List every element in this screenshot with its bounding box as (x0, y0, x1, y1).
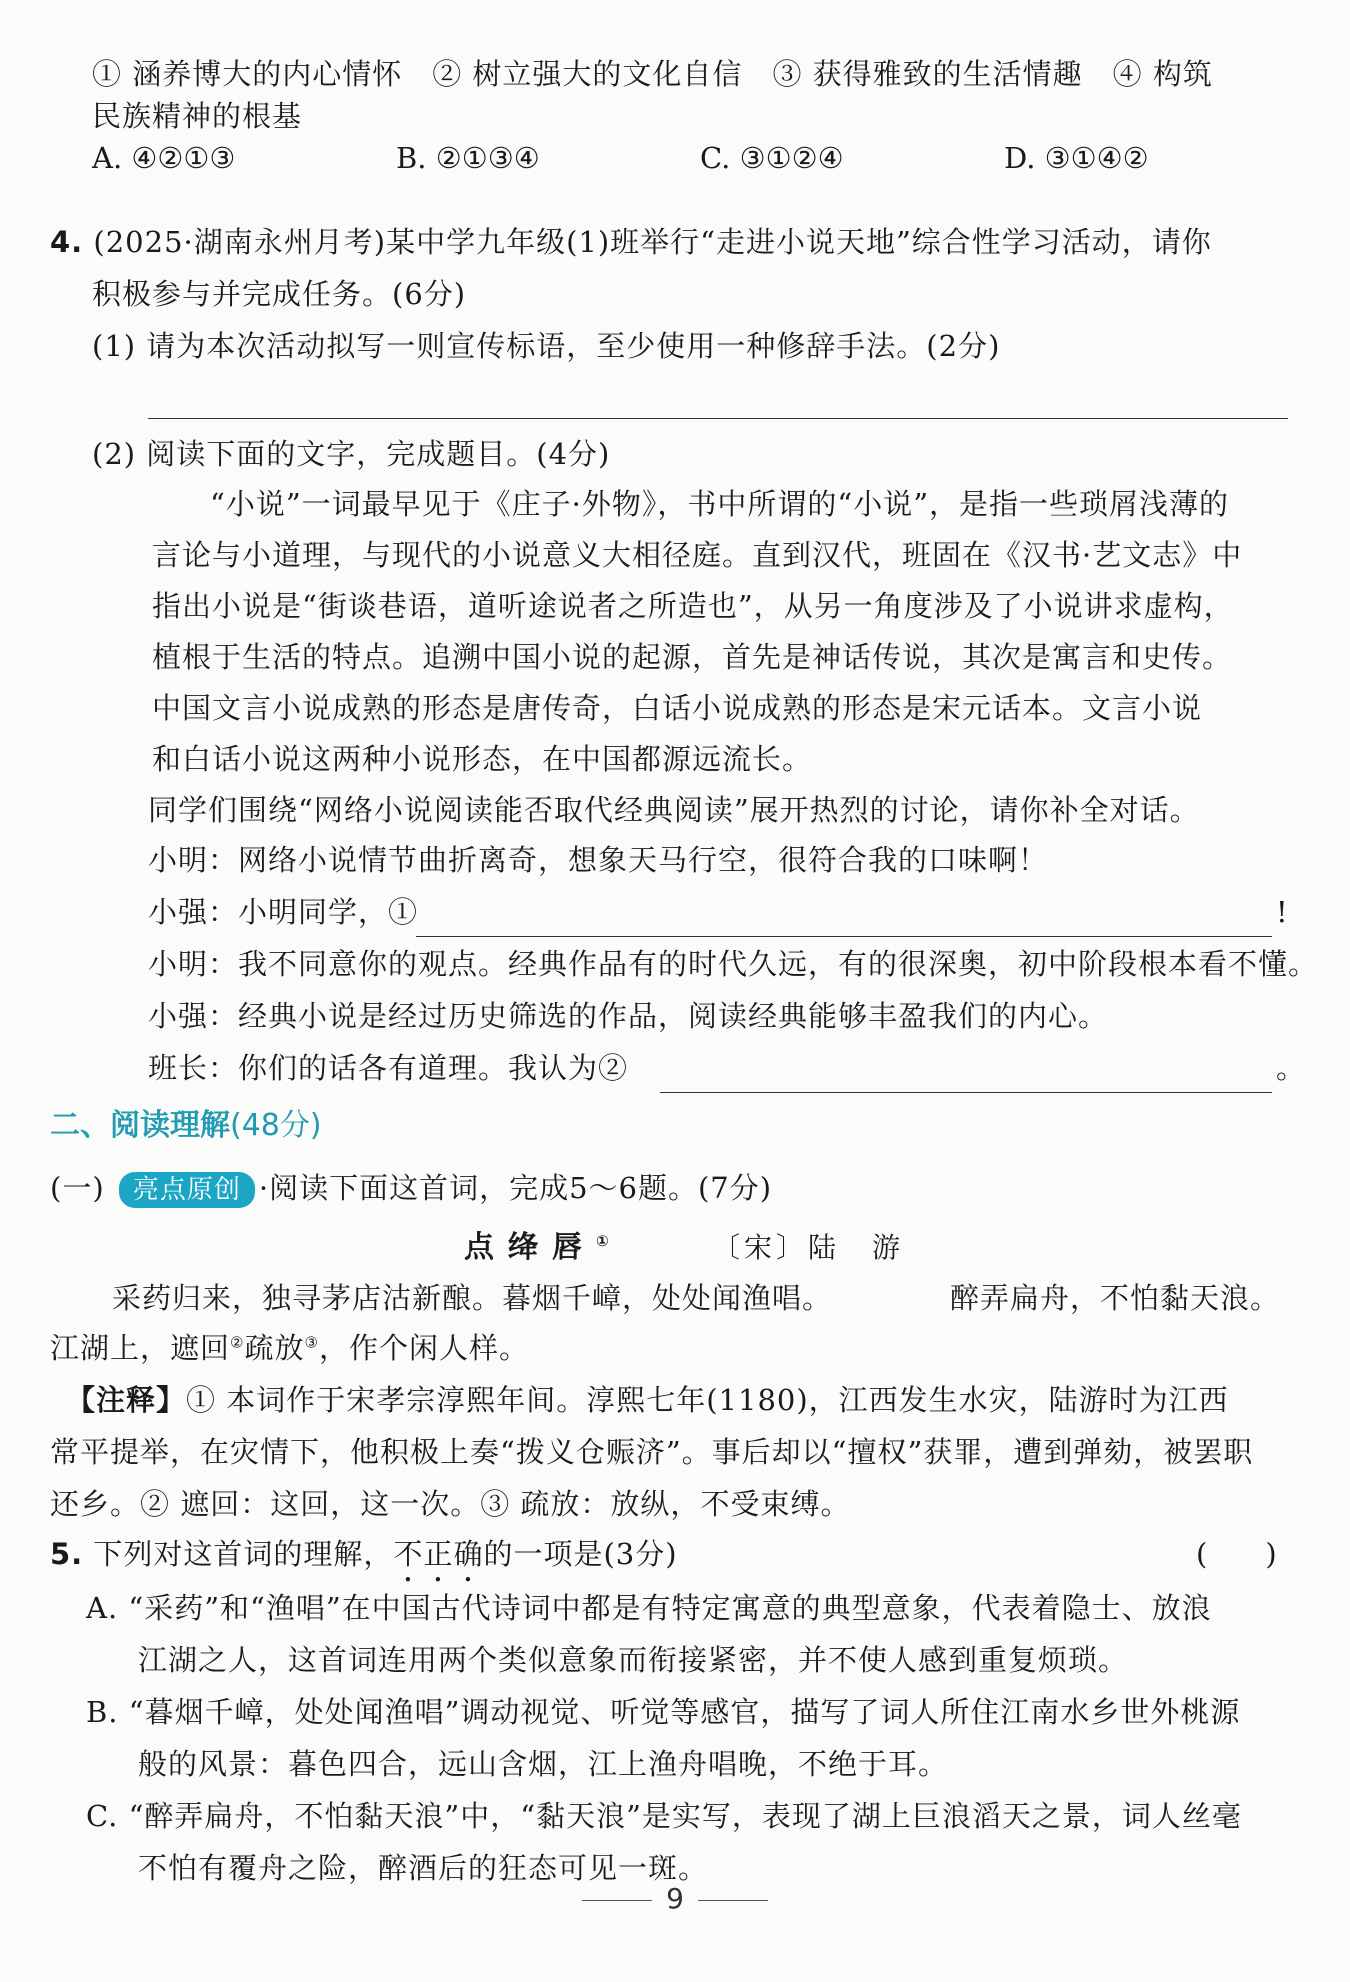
note-mark-2: ② (230, 1333, 245, 1352)
dialogue-xiaoming-1: 小明：网络小说情节曲折离奇，想象天马行空，很符合我的口味啊！ (148, 843, 1049, 877)
page-footer (0, 1882, 1350, 1915)
q4-number: 4. (50, 225, 84, 259)
q4-stem-line1 (50, 222, 1212, 262)
passage-line: “小说”一词最早见于《庄子·外物》，书中所谓的“小说”，是指一些琐屑浅薄的 (210, 487, 1230, 521)
passage-line: 言论与小道理，与现代的小说意义大相径庭。直到汉代，班固在《汉书·艺文志》中 (152, 538, 1243, 572)
note-line-3: 还乡。② 遮回：这回，这一次。③ 疏放：放纵，不受束缚。 (50, 1487, 851, 1521)
blank-2-answer-line[interactable] (660, 1092, 1272, 1093)
q4-sub2: (2) 阅读下面的文字，完成题目。(4分) (92, 437, 611, 471)
q5-number: 5. (50, 1537, 84, 1571)
part1-label: (一) (50, 1171, 105, 1205)
poem-line-2-part-b: 疏放 (244, 1331, 305, 1365)
q5-stem (50, 1534, 678, 1589)
q4-sub1-answer-line[interactable] (148, 418, 1288, 419)
q3-option-b: B. ②①③④ (396, 141, 540, 175)
footer-dash-left (582, 1900, 652, 1901)
original-badge: 亮点原创 (119, 1172, 255, 1208)
q5-answer-parentheses[interactable]: ( ) (1196, 1537, 1277, 1571)
note-line-2: 常平提举，在灾情下，他积极上奏“拨义仓赈济”。事后却以“擅权”获罪，遭到弹劾，被罢职 (50, 1435, 1254, 1469)
poem-line-1b: 醉弄扁舟，不怕黏天浪。 (950, 1281, 1281, 1315)
q4-stem-line2: 积极参与并完成任务。(6分) (92, 277, 467, 311)
q5-option-b-line1: B. “暮烟千嶂，处处闻渔唱”调动视觉、听觉等感官，描写了词人所住江南水乡世外桃源 (86, 1695, 1241, 1729)
q5-option-c-line2: 不怕有覆舟之险，醉酒后的狂态可见一斑。 (138, 1851, 709, 1885)
dialogue-xiaoqiang-1: 小强：小明同学，① (148, 895, 419, 929)
poem-title-text: 点绛唇 (464, 1230, 596, 1265)
passage-line: 和白话小说这两种小说形态，在中国都源远流长。 (152, 742, 813, 776)
poem-line-2-part-a: 江湖上，遮回 (50, 1331, 231, 1365)
q3-statements-line2: 民族精神的根基 (92, 99, 303, 133)
section-heading (50, 1106, 322, 1146)
dialogue-intro: 同学们围绕“网络小说阅读能否取代经典阅读”展开热烈的讨论，请你补全对话。 (148, 793, 1200, 827)
q5-option-b-line2: 般的风景：暮色四合，远山含烟，江上渔舟唱晚，不绝于耳。 (138, 1747, 949, 1781)
dialogue-monitor: 班长：你们的话各有道理。我认为② (148, 1051, 629, 1085)
section-points: (48分) (230, 1108, 322, 1143)
q5-stem-part-a: 下列对这首词的理解， (93, 1537, 394, 1571)
page-number: 9 (666, 1882, 684, 1915)
note-tag: 【注释】 (66, 1383, 187, 1417)
q5-option-c-line1: C. “醉弄扁舟，不怕黏天浪”中，“黏天浪”是实写，表现了湖上巨浪滔天之景，词人丝毫 (86, 1799, 1242, 1833)
poem-line-2 (50, 1328, 529, 1368)
passage-line: 植根于生活的特点。追溯中国小说的起源，首先是神话传说，其次是寓言和史传。 (152, 640, 1233, 674)
blank-1-answer-line[interactable] (416, 936, 1272, 937)
q3-option-d: D. ③①④② (1004, 141, 1149, 175)
q5-option-a-line1: A. “采药”和“渔唱”在中国古代诗词中都是有特定寓意的典型意象，代表着隐士、放浪 (86, 1591, 1212, 1625)
poem-line-1a: 采药归来，独寻茅店沽新酿。暮烟千嶂，处处闻渔唱。 (112, 1281, 833, 1315)
note-line-1 (66, 1380, 1229, 1420)
poem-line-2-part-c: ，作个闲人样。 (318, 1331, 529, 1365)
note-mark-3: ③ (304, 1333, 319, 1352)
blank-1-suffix: ! (1276, 895, 1289, 929)
part1-instruction: ·阅读下面这首词，完成5～6题。(7分) (258, 1171, 773, 1205)
q5-emphasis: 不正确 (393, 1537, 484, 1571)
note-line-1-text: ① 本词作于宋孝宗淳熙年间。淳熙七年(1180)，江西发生水灾，陆游时为江西 (186, 1383, 1229, 1417)
poem-author: 〔宋〕陆 游 (712, 1231, 905, 1264)
q4-stem-text: (2025·湖南永州月考)某中学九年级(1)班举行“走进小说天地”综合性学习活动，请你 (93, 225, 1212, 259)
poem-title (464, 1228, 623, 1268)
q3-option-c: C. ③①②④ (700, 141, 844, 175)
part1-instruction-line (50, 1168, 772, 1208)
passage-line: 指出小说是“街谈巷语，道听途说者之所造也”，从另一角度涉及了小说讲求虚构， (152, 589, 1234, 623)
footer-dash-right (698, 1900, 768, 1901)
q4-sub1: (1) 请为本次活动拟写一则宣传标语，至少使用一种修辞手法。(2分) (92, 329, 1001, 363)
dialogue-xiaoming-2: 小明：我不同意你的观点。经典作品有的时代久远，有的很深奥，初中阶段根本看不懂。 (148, 947, 1319, 981)
poem-title-note-mark: ① (596, 1232, 623, 1250)
passage-line: 中国文言小说成熟的形态是唐传奇，白话小说成熟的形态是宋元话本。文言小说 (152, 691, 1203, 725)
q5-stem-part-b: 的一项是(3分) (483, 1537, 678, 1571)
q3-statements-line1: ① 涵养博大的内心情怀 ② 树立强大的文化自信 ③ 获得雅致的生活情趣 ④ 构筑 (92, 57, 1213, 91)
dialogue-xiaoqiang-2: 小强：经典小说是经过历史筛选的作品，阅读经典能够丰盈我们的内心。 (148, 999, 1109, 1033)
q3-option-a: A. ④②①③ (92, 141, 236, 175)
section-title: 二、阅读理解 (50, 1108, 230, 1143)
q5-option-a-line2: 江湖之人，这首词连用两个类似意象而衔接紧密，并不使人感到重复烦琐。 (138, 1643, 1129, 1677)
blank-2-suffix: 。 (1276, 1051, 1307, 1085)
